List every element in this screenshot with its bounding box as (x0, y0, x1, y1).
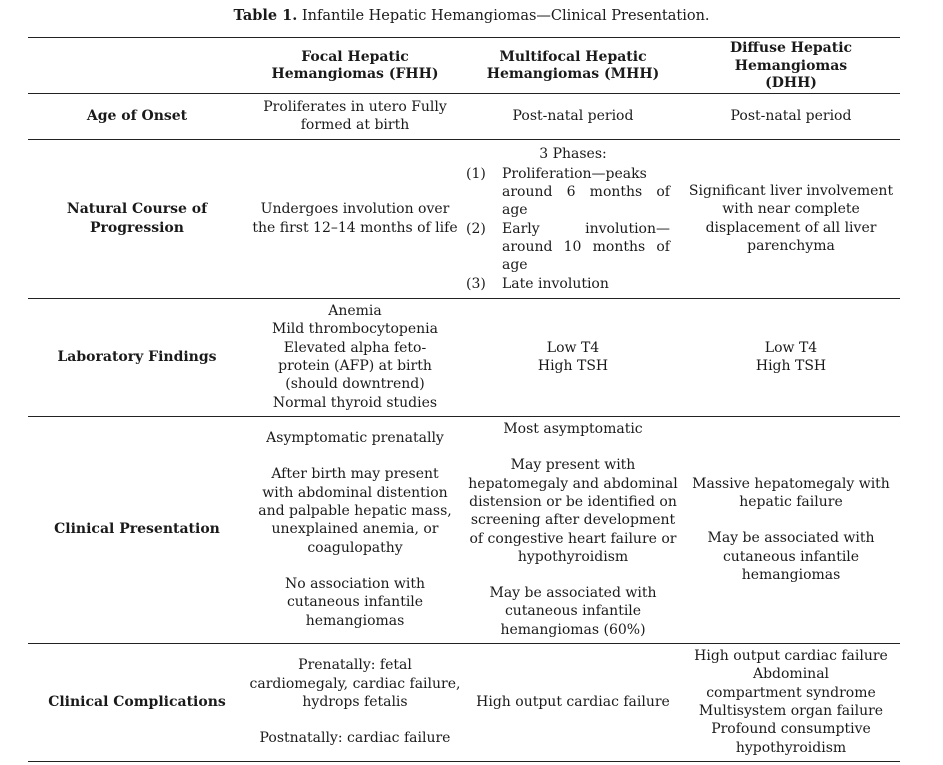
header-fhh-text: Focal Hepatic Hemangiomas (FHH) (271, 48, 439, 83)
cell-text: Mild thrombocytopenia (271, 321, 439, 338)
table-row-clinical-presentation (28, 416, 900, 643)
cell-text: Significant liver involvement with near complete displacement of all liver parenchyma (688, 182, 894, 254)
cell-text: High TSH (755, 358, 827, 374)
cell-text: Low T4 (546, 339, 600, 356)
caption-text: Infantile Hepatic Hemangiomas—Clinical Presentation. (301, 8, 710, 24)
cell-text: Undergoes involution over the first 12–14 months of life (252, 201, 458, 236)
list-item (466, 220, 670, 275)
list-item (466, 275, 670, 293)
cell-text: After birth may present with abdominal distention and palpable hepatic mass, unexplained anemia, or coagulopathy (258, 466, 452, 556)
table-caption (0, 7, 943, 25)
phase-number: (3) (466, 275, 486, 292)
phase-text: Early involution—around 10 months of age (502, 220, 670, 274)
cell-fhh-course (246, 139, 464, 298)
cell-text: May be associated with cutaneous infantile hemangiomas (60%) (489, 585, 657, 638)
cell-text: May present with hepatomegaly and abdominal distension or be identified on screening after development of congestive heart failure or hypothyroidism (468, 457, 678, 565)
cell-text: High output cardiac failure (694, 648, 888, 665)
cell-mhh-age (464, 93, 682, 139)
list-item (466, 165, 670, 220)
cell-text: Prenatally: fetal cardiomegaly, cardiac failure, hydrops fetalis (249, 657, 461, 710)
header-dhh-text: Diffuse Hepatic Hemangiomas (DHH) (729, 40, 853, 91)
row-label-lab-findings: Laboratory Findings (28, 298, 246, 416)
phase-number: (2) (466, 220, 486, 237)
cell-text: Post-natal period (512, 107, 634, 124)
cell-dhh-course (682, 139, 900, 298)
cell-fhh-presentation (246, 416, 464, 643)
cell-text: Multisystem organ failure (698, 703, 884, 719)
cell-text: Anemia (328, 303, 382, 320)
table-row-age-of-onset (28, 93, 900, 139)
header-mhh-text: Multifocal Hepatic Hemangiomas (MHH) (486, 48, 660, 83)
row-label-natural-course (28, 139, 246, 298)
cell-dhh-lab (682, 298, 900, 416)
cell-text: Asymptomatic prenatally (266, 430, 444, 447)
header-mhh (464, 38, 682, 94)
cell-fhh-lab (246, 298, 464, 416)
cell-text: Proliferates in utero Fully formed at birth (263, 98, 447, 133)
phases-list (466, 165, 680, 293)
cell-mhh-course (464, 139, 682, 298)
cell-dhh-presentation (682, 416, 900, 643)
cell-text: Most asymptomatic (503, 421, 643, 438)
caption-label: Table 1. (233, 7, 298, 24)
header-dhh (682, 38, 900, 94)
table-row-clinical-complications (28, 643, 900, 761)
cell-dhh-age (682, 93, 900, 139)
phase-number: (1) (466, 165, 486, 182)
cell-text: Low T4 (764, 339, 818, 356)
cell-text: Abdominal compartment syndrome (706, 666, 876, 701)
phase-text: Late involution (502, 275, 609, 292)
cell-text: Massive hepatomegaly with hepatic failure (692, 475, 890, 511)
cell-dhh-complications (682, 643, 900, 761)
row-label-age-of-onset: Age of Onset (28, 93, 246, 139)
table-row-natural-course (28, 139, 900, 298)
cell-text: Post-natal period (730, 107, 852, 124)
cell-mhh-lab (464, 298, 682, 416)
header-row (28, 38, 900, 94)
cell-text: High output cardiac failure (476, 693, 670, 710)
row-label-text: Natural Course of Progression (66, 201, 208, 236)
cell-text: Normal thyroid studies (272, 394, 438, 411)
table-row-lab-findings (28, 298, 900, 416)
cell-text: No association with cutaneous infantile hemangiomas (284, 575, 426, 629)
cell-fhh-complications (246, 643, 464, 761)
clinical-presentation-table (28, 37, 900, 762)
cell-mhh-presentation (464, 416, 682, 643)
cell-text: May be associated with cutaneous infantile hemangiomas (707, 530, 875, 583)
header-empty (28, 38, 246, 94)
header-fhh (246, 38, 464, 94)
cell-text: Elevated alpha feto-protein (AFP) at birth (should downtrend) (278, 339, 432, 393)
cell-text: High TSH (537, 358, 609, 374)
cell-fhh-age (246, 93, 464, 139)
cell-mhh-complications (464, 643, 682, 761)
phases-title: 3 Phases: (539, 145, 607, 162)
row-label-clinical-complications: Clinical Complications (28, 643, 246, 761)
cell-text: Postnatally: cardiac failure (259, 730, 451, 747)
phase-text: Proliferation—peaks around 6 months of age (502, 165, 670, 219)
row-label-clinical-presentation: Clinical Presentation (28, 416, 246, 643)
cell-text: Profound consumptive hypothyroidism (711, 721, 871, 756)
